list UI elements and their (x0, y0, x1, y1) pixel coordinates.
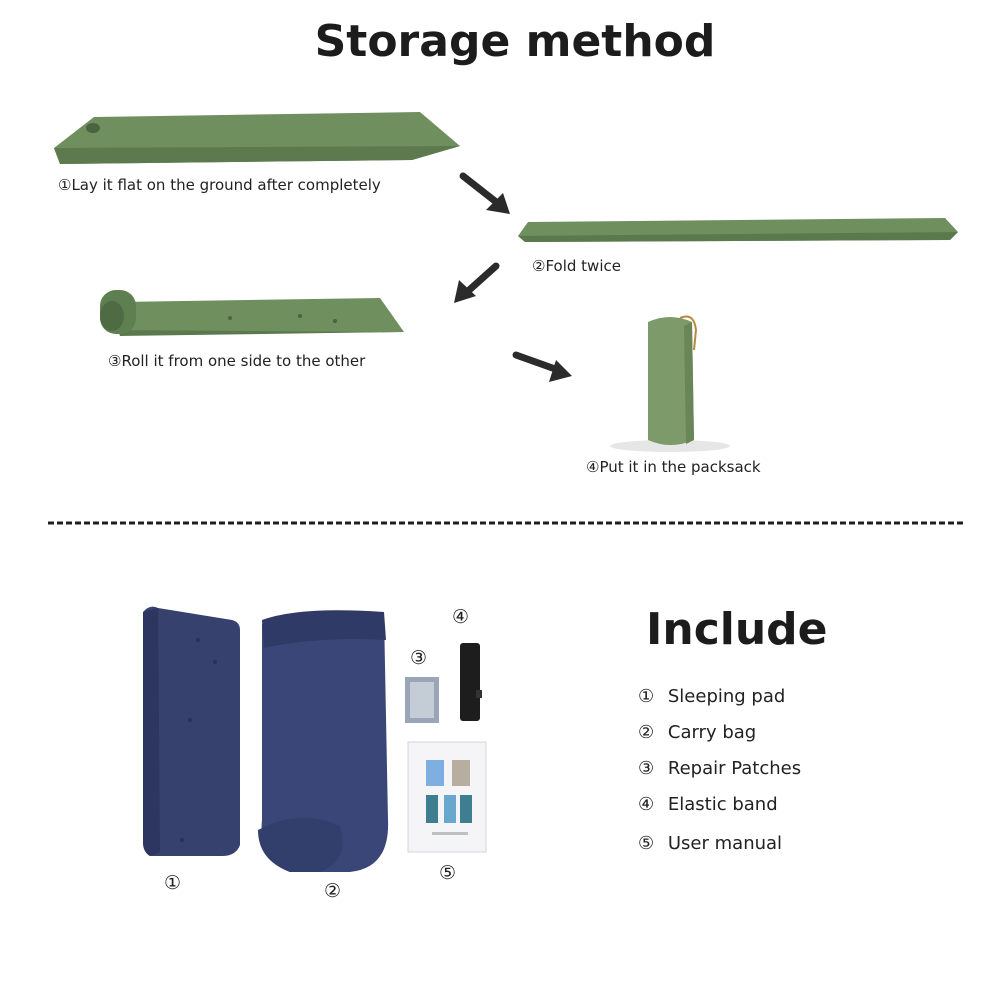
photo-number-5: ⑤ (439, 862, 457, 884)
folded-mat-image (518, 218, 958, 242)
item-label: User manual (667, 833, 783, 854)
item-number: ④ (638, 794, 655, 815)
page-title: Storage method (314, 16, 716, 67)
include-item-sleeping-pad (638, 686, 785, 707)
repair-patches-image (405, 677, 439, 723)
arrow-down-left-icon (454, 266, 496, 303)
rolling-mat-image (100, 290, 404, 336)
step-2-label: ②Fold twice (532, 257, 621, 275)
include-item-elastic-band (638, 794, 778, 815)
include-item-repair-patches (638, 758, 801, 779)
step-1-label: ①Lay it flat on the ground after completely (58, 176, 381, 194)
item-number: ⑤ (638, 833, 655, 854)
item-number: ③ (638, 758, 655, 779)
photo-number-2: ② (324, 880, 342, 902)
photo-number-3: ③ (410, 647, 428, 669)
photo-number-4: ④ (452, 606, 470, 628)
step-3-label: ③Roll it from one side to the other (108, 352, 366, 370)
elastic-band-image (460, 643, 482, 721)
include-item-carry-bag (638, 722, 756, 743)
user-manual-image (408, 742, 486, 852)
arrow-right-icon (516, 355, 572, 382)
packsack-image (610, 317, 730, 453)
step-4-label: ④Put it in the packsack (586, 458, 761, 476)
arrow-down-right-icon (463, 176, 510, 214)
item-label: Carry bag (667, 722, 757, 743)
flat-mat-image (54, 112, 460, 164)
sleeping-pad-image (143, 607, 240, 856)
item-number: ① (638, 686, 655, 707)
item-label: Elastic band (667, 794, 778, 815)
item-label: Repair Patches (667, 758, 802, 779)
carry-bag-image (258, 610, 388, 872)
include-title: Include (646, 604, 828, 655)
photo-number-1: ① (164, 872, 182, 894)
item-label: Sleeping pad (667, 686, 786, 707)
item-number: ② (638, 722, 655, 743)
include-item-user-manual (638, 833, 782, 854)
